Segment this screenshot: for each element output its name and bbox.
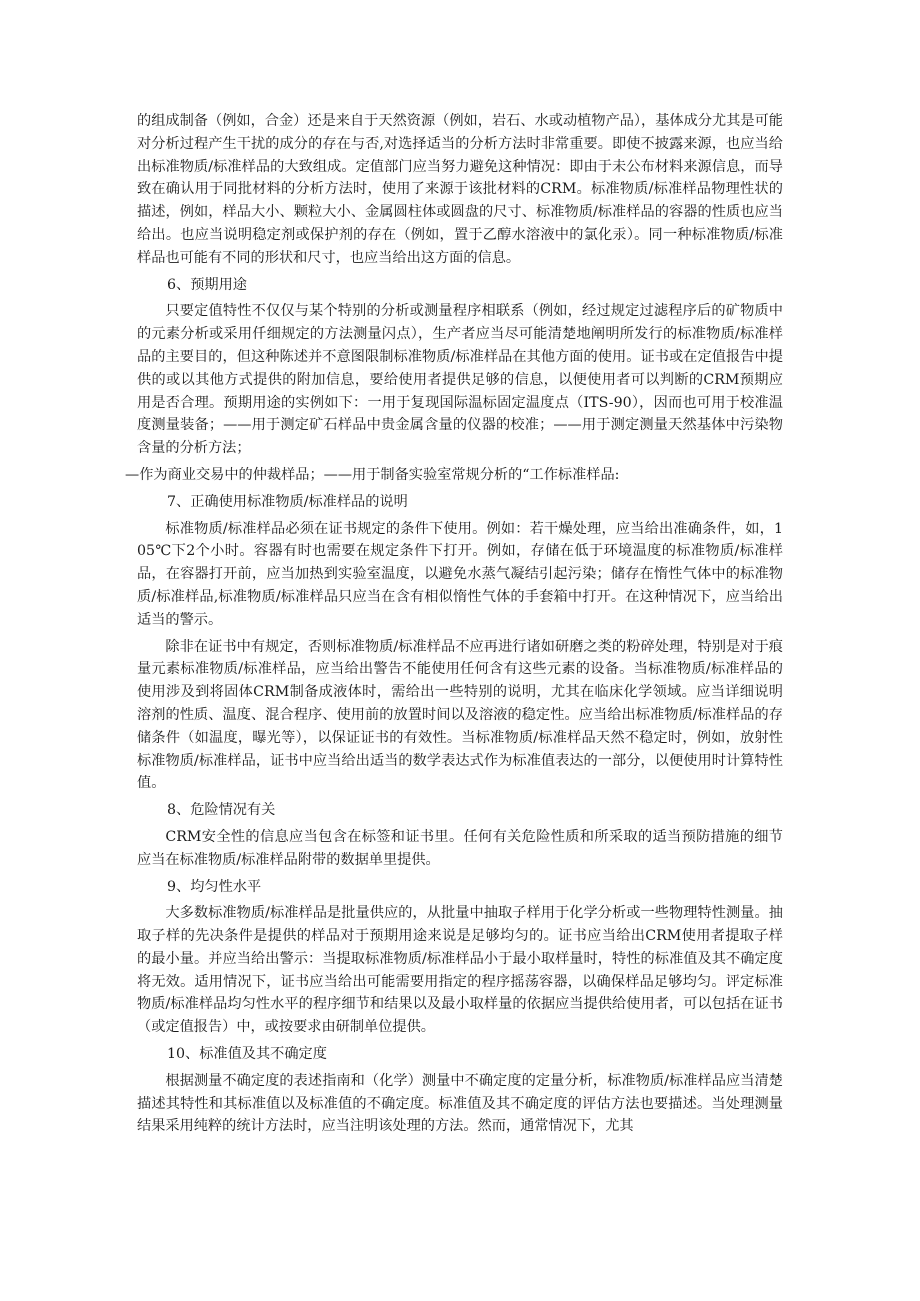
document-body [125,110,783,1142]
paragraph-certified-values: 根据测量不确定度的表述指南和（化学）测量中不确定度的定量分析，标准物质/标准样品应当清楚描述其特性和其标准值以及标准值的不确定度。标准值及其不确定度的评估方法也要描述。当处理测量结果采用纯粹的统计方法时，应当注明该处理的方法。然而，通常情况下，尤其 [137,1072,783,1135]
paragraph-intended-use: 只要定值特性不仅仅与某个特别的分析或测量程序相联系（例如，经过规定过滤程序后的矿物质中的元素分析或采用仟细规定的方法测量闪点），生产者应当尽可能清楚地阐明所发行的标准物质/标准样品的主要目的，但这种陈述并不意图限制标准物质/标准样品在其他方面的使用。证书或在定值报告中提供的或以其他方式提供的附加信息，要给使用者提供足够的信息，以便使用者可以判断的CRM预期应用是否合理。预期用途的实例如下：一用于复现国际温标固定温度点（ITS-90），因而也可用于校准温度测量装备；——用于测定矿石样品中贵金属含量的仪器的校准；——用于测定测量天然基体中污染物含量的分析方法； [137,303,783,457]
paragraph-intended-use-examples: —作为商业交易中的仲裁样品；——用于制备实验室常规分析的“工作标准样品: [125,466,620,483]
paragraph-correct-use-conditions: 标准物质/标准样品必须在证书规定的条件下使用。例如：若干燥处理，应当给出准确条件，如，105℃下2个小时。容器有时也需要在规定条件下打开。例如，存储在低于环境温度的标准物质/标准样品，在容器打开前，应当加热到实验室温度，以避免水蒸气凝结引起污染；储存在惰性气体中的标准物质/标准样品,标准物质/标准样品只应当在含有相似惰性气体的手套箱中打开。在这种情况下，应当给出适当的警示。 [137,520,783,628]
section-heading-hazards: 8、危险情况有关 [167,802,276,819]
paragraph-homogeneity: 大多数标准物质/标准样品是批量供应的，从批量中抽取子样用于化学分析或一些物理特性测量。抽取子样的先决条件是提供的样品对于预期用途来说是足够均匀的。证书应当给出CRM使用者提取子样的最小量。并应当给出警示：当提取标准物质/标准样品小于最小取样量时，特性的标准值及其不确定度将无效。适用情况下，证书应当给出可能需要用指定的程序摇荡容器，以确保样品足够均匀。评定标准物质/标准样品均匀性水平的程序细节和结果以及最小取样量的依据应当提供给使用者，可以包括在证书（或定值报告）中，或按要求由研制单位提供。 [137,905,783,1036]
section-heading-homogeneity: 9、均匀性水平 [167,878,262,895]
section-heading-correct-use: 7、正确使用标准物质/标准样品的说明 [167,493,408,510]
section-heading-intended-use: 6、预期用途 [167,276,247,293]
paragraph-hazards: CRM安全性的信息应当包含在标签和证书里。任何有关危险性质和所采取的适当预防措施的细节应当在标准物质/标准样品附带的数据单里提供。 [137,828,783,868]
section-heading-certified-values: 10、标准值及其不确定度 [167,1046,327,1063]
paragraph-composition-continued: 的组成制备（例如，合金）还是来自于天然资源（例如，岩石、水或动植物产品），基体成分尤其是可能对分析过程产生干扰的成分的存在与否,对选择适当的分析方法时非常重要。即使不披露来源，也应当给出标准物质/标准样品的大致组成。定值部门应当努力避免这种情况：即由于未公布材料来源信息，而导致在确认用于同批材料的分析方法时，使用了来源于该批材料的CRM。标准物质/标准样品物理性状的描述，例如，样品大小、颗粒大小、金属圆柱体或圆盘的尺寸、标准物质/标准样品的容器的性质也应当给出。也应当说明稳定剂或保护剂的存在（例如，置于乙醇水溶液中的氯化汞）。同一种标准物质/标准样品也可能有不同的形状和尺寸，也应当给出这方面的信息。 [137,113,783,266]
paragraph-correct-use-processing: 除非在证书中有规定，否则标准物质/标准样品不应再进行诸如研磨之类的粉碎处理，特别是对于痕量元素标准物质/标准样品，应当给出警告不能使用任何含有这些元素的设备。当标准物质/标准样品的使用涉及到将固体CRM制备成液体时，需给出一些特别的说明，尤其在临床化学领域。应当详细说明溶剂的性质、温度、混合程序、使用前的放置时间以及溶液的稳定性。应当给出标准物质/标准样品的存储条件（如温度，曝光等），以保证证书的有效性。当标准物质/标准样品天然不稳定时，例如，放射性标准物质/标准样品，证书中应当给出适当的数学表达式作为标准值表达的一部分，以便使用时计算特性值。 [137,638,783,792]
